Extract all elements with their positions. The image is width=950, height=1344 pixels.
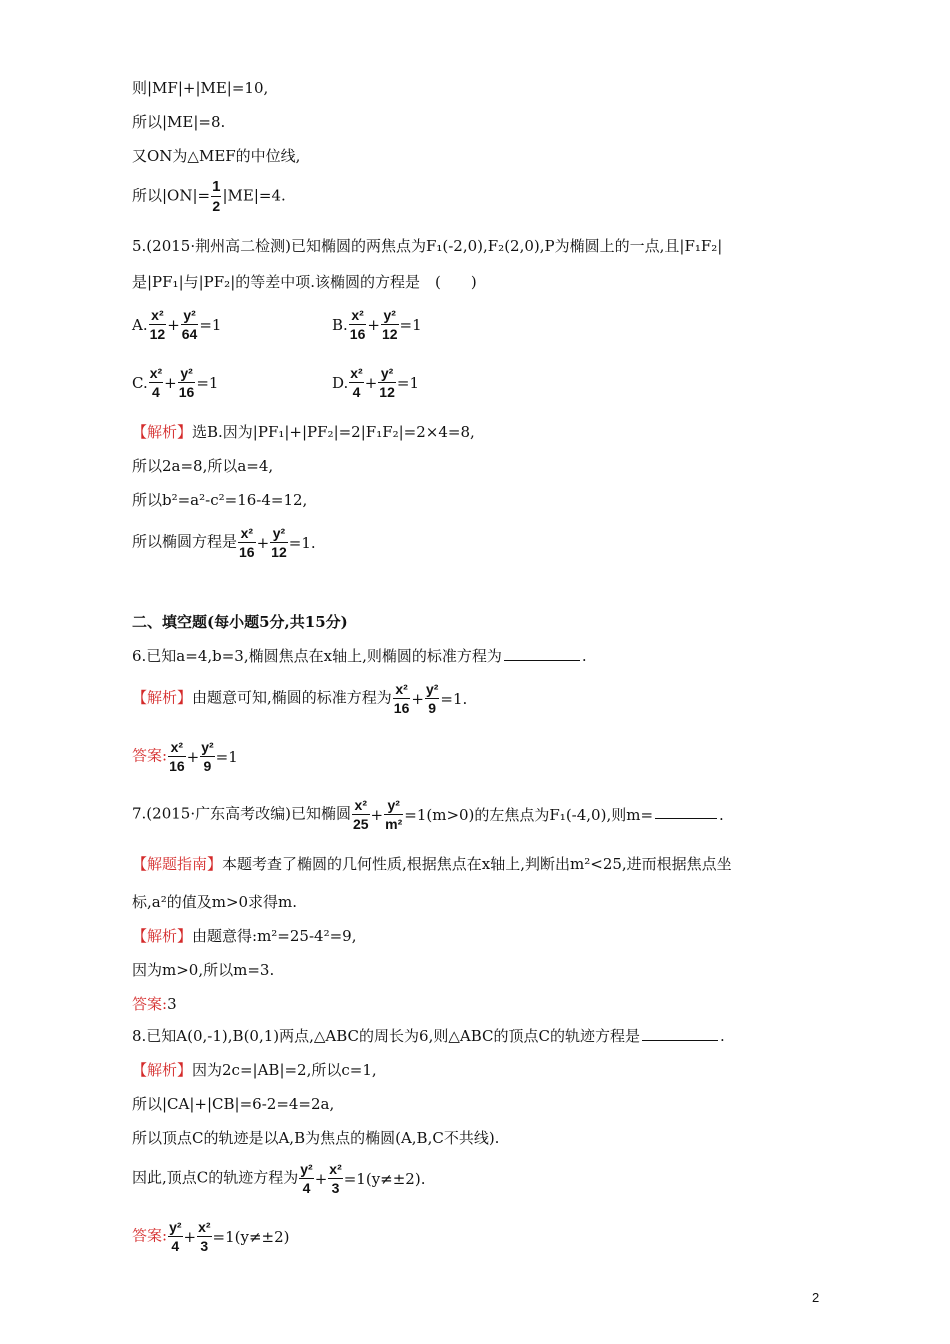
hint-text: 本题考查了椭圆的几何性质,根据焦点在x轴上,判断出m²<25,进而根据焦点坐 <box>222 855 732 873</box>
numerator: y² <box>384 796 403 815</box>
fraction <box>270 524 288 561</box>
option-b <box>332 306 422 343</box>
denominator: 4 <box>302 1180 311 1196</box>
analysis-text: 选B.因为|PF₁|+|PF₂|=2|F₁F₂|=2×4=8, <box>192 423 475 441</box>
numerator: 1 <box>212 178 221 195</box>
answer-blank <box>504 646 580 661</box>
fraction <box>425 680 439 717</box>
plus-sign: + <box>367 315 380 334</box>
numerator: y² <box>169 1219 182 1235</box>
hint-line <box>132 854 732 874</box>
question-8-line: 8.已知A(0,-1),B(0,1)两点,△ABC的周长为6,则△ABC的顶点C的轨迹方程是 . <box>132 1027 725 1045</box>
numerator: x² <box>149 365 163 381</box>
analysis-tag: 【解析】 <box>132 927 193 945</box>
denominator: 16 <box>393 700 410 716</box>
analysis-line <box>132 926 356 946</box>
question-5-line: 是|PF₁|与|PF₂|的等差中项.该椭圆的方程是 ( ) <box>132 273 477 291</box>
text-part: 所以椭圆方程是 <box>132 532 238 551</box>
denominator: 12 <box>381 326 398 342</box>
fraction <box>181 306 199 343</box>
analysis-line <box>132 1060 377 1080</box>
fraction <box>328 1160 342 1197</box>
text-line: 所以|CA|+|CB|=6-2=4=2a, <box>132 1095 335 1113</box>
fraction <box>149 364 163 401</box>
page-number: 2 <box>812 1290 820 1305</box>
numerator: y² <box>425 681 439 697</box>
fraction <box>178 364 196 401</box>
numerator: x² <box>350 365 363 381</box>
fraction <box>384 796 403 833</box>
fraction <box>149 306 167 343</box>
denominator: 4 <box>171 1238 180 1254</box>
equals-one: =1. <box>440 689 468 708</box>
fraction <box>211 178 221 215</box>
equals-one: =1 <box>396 373 419 392</box>
denominator: 16 <box>349 326 366 342</box>
denominator: 12 <box>149 326 166 342</box>
text-part: 所以|ON|= <box>132 186 211 205</box>
text-line <box>132 178 286 215</box>
numerator: y² <box>201 739 214 755</box>
fraction <box>349 306 367 343</box>
denominator: 2 <box>212 198 221 214</box>
question-text: 8.已知A(0,-1),B(0,1)两点,△ABC的周长为6,则△ABC的顶点C的轨迹方程是 <box>132 1027 640 1045</box>
numerator: y² <box>178 364 196 383</box>
option-d <box>332 364 419 401</box>
analysis-text: 由题意可知,椭圆的标准方程为 <box>192 688 392 707</box>
option-c <box>132 364 218 401</box>
option-label: A. <box>132 315 148 334</box>
equals-one: =1. <box>288 533 316 552</box>
denominator: 4 <box>152 384 160 400</box>
answer-line <box>132 994 177 1014</box>
answer-tag: 答案: <box>132 1226 168 1245</box>
fraction <box>200 738 214 775</box>
plus-sign: + <box>256 533 270 552</box>
equals-one: =1 <box>196 373 219 392</box>
denominator: 16 <box>239 544 255 560</box>
text-line: 所以顶点C的轨迹是以A,B为焦点的椭圆(A,B,C不共线). <box>132 1129 500 1147</box>
analysis-line <box>132 680 467 717</box>
fraction <box>168 1218 182 1255</box>
analysis-text: 因为2c=|AB|=2,所以c=1, <box>192 1061 377 1079</box>
fraction <box>349 364 363 401</box>
text-line: 所以b²=a²-c²=16-4=12, <box>132 491 308 509</box>
plus-sign: + <box>364 373 378 392</box>
fraction <box>197 1218 211 1255</box>
question-text: =1(m>0)的左焦点为F₁(-4,0),则m= <box>404 805 654 824</box>
question-6-line: 6.已知a=4,b=3,椭圆焦点在x轴上,则椭圆的标准方程为 . <box>132 647 587 665</box>
text-part: =1(y≠±2). <box>343 1169 426 1188</box>
denominator: 9 <box>428 700 437 716</box>
equals-one: =1 <box>199 315 222 334</box>
text-line: 因为m>0,所以m=3. <box>132 961 275 979</box>
plus-sign: + <box>183 1227 197 1246</box>
fraction <box>299 1160 313 1197</box>
denominator: 25 <box>352 816 369 832</box>
answer-line <box>132 738 238 775</box>
analysis-line <box>132 422 475 442</box>
answer-tag: 答案: <box>132 995 168 1013</box>
analysis-tag: 【解析】 <box>132 688 193 707</box>
plus-sign: + <box>370 805 384 824</box>
answer-value: 3 <box>167 995 177 1013</box>
analysis-tag: 【解析】 <box>132 1061 193 1079</box>
answer-line <box>132 1218 290 1255</box>
text-line: 所以2a=8,所以a=4, <box>132 457 274 475</box>
fraction <box>238 524 256 561</box>
denominator: 3 <box>200 1238 209 1254</box>
hint-line: 标,a²的值及m>0求得m. <box>132 893 298 911</box>
numerator: x² <box>149 306 167 325</box>
answer-blank <box>655 804 717 819</box>
denominator: 9 <box>203 758 212 774</box>
numerator: x² <box>168 738 186 757</box>
answer-value: =1(y≠±2) <box>212 1227 290 1246</box>
denominator: 12 <box>379 384 395 400</box>
fraction <box>393 680 411 717</box>
fraction <box>352 796 370 833</box>
question-7-line: 7.(2015·广东高考改编)已知椭圆 $\frac{\text{x²}}{25}$ + $\frac{\text{y²}}{\text{m²}}$ =1(m>0)的左焦点为F₁(-4,0),则m= . <box>132 797 724 832</box>
plus-sign: + <box>314 1169 328 1188</box>
text-part: |ME|=4. <box>222 186 286 205</box>
numerator: y² <box>378 364 396 383</box>
plus-sign: + <box>186 747 200 766</box>
text-part: 因此,顶点C的轨迹方程为 <box>132 1168 299 1187</box>
text-line: 又ON为△MEF的中位线, <box>132 147 301 165</box>
analysis-text: 由题意得:m²=25-4²=9, <box>192 927 357 945</box>
numerator: x² <box>198 1219 211 1235</box>
denominator: 16 <box>169 758 185 774</box>
option-label: B. <box>332 315 348 334</box>
numerator: x² <box>329 1161 342 1177</box>
question-5-line: 5.(2015·荆州高二检测)已知椭圆的两焦点为F₁(-2,0),F₂(2,0),P为椭圆上的一点,且|F₁F₂| <box>132 237 723 255</box>
question-text: 6.已知a=4,b=3,椭圆焦点在x轴上,则椭圆的标准方程为 <box>132 647 502 665</box>
question-text: 7.(2015·广东高考改编)已知椭圆 <box>132 804 351 823</box>
equals-one: =1 <box>215 747 238 766</box>
text-line <box>132 1160 425 1197</box>
numerator: y² <box>181 306 199 325</box>
fraction <box>378 364 396 401</box>
section-heading: 二、填空题(每小题5分,共15分) <box>132 613 348 631</box>
numerator: y² <box>300 1161 313 1177</box>
numerator: x² <box>393 680 411 699</box>
fraction <box>168 738 186 775</box>
numerator: x² <box>349 306 367 325</box>
denominator: 16 <box>178 384 195 400</box>
denominator: 4 <box>352 384 361 400</box>
numerator: y² <box>270 524 288 543</box>
option-label: C. <box>132 373 148 392</box>
analysis-tag: 【解析】 <box>132 423 193 441</box>
denominator: 12 <box>271 544 287 560</box>
answer-blank <box>642 1026 718 1041</box>
text-line: 所以|ME|=8. <box>132 113 226 131</box>
hint-tag: 【解题指南】 <box>132 855 223 873</box>
numerator: x² <box>352 796 370 815</box>
denominator: 64 <box>181 326 198 342</box>
fraction <box>381 306 399 343</box>
answer-tag: 答案: <box>132 746 168 765</box>
equals-one: =1 <box>399 315 422 334</box>
option-label: D. <box>332 373 349 392</box>
plus-sign: + <box>411 689 424 708</box>
text-line <box>132 524 316 561</box>
numerator: x² <box>238 524 256 543</box>
option-a <box>132 306 221 343</box>
denominator: m² <box>385 816 403 832</box>
plus-sign: + <box>164 373 177 392</box>
text-line: 则|MF|+|ME|=10, <box>132 79 269 97</box>
numerator: y² <box>381 306 399 325</box>
plus-sign: + <box>167 315 180 334</box>
denominator: 3 <box>331 1180 340 1196</box>
